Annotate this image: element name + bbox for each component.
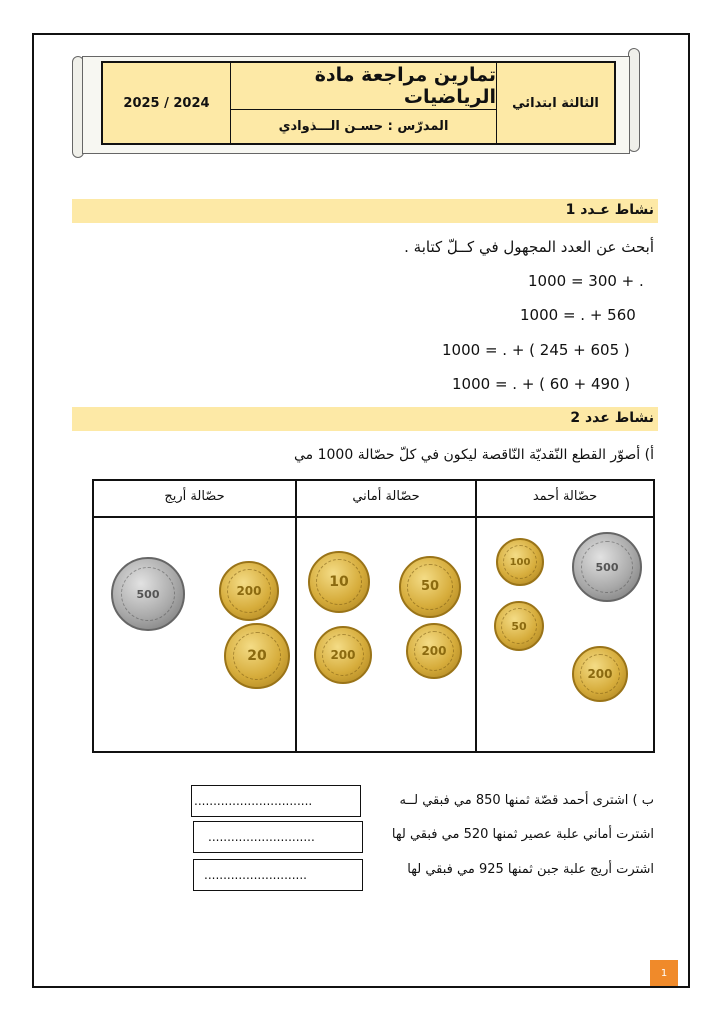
question-3: اشترت أريج علبة جبن ثمنها 925 مي فبقي لها — [407, 862, 654, 877]
coin-value: 200 — [587, 666, 613, 681]
header-table — [101, 61, 616, 145]
coin-200 — [219, 561, 279, 621]
column-divider — [475, 481, 477, 751]
coin-500 — [572, 532, 642, 602]
coin-200 — [314, 626, 372, 684]
answer-box-1[interactable] — [191, 785, 361, 817]
equation-3: 1000 = . + ( 245 + 605 ) — [442, 341, 630, 359]
coin-value: 200 — [330, 647, 356, 662]
column-amani: حصّالة أماني — [352, 489, 420, 504]
coin-10 — [308, 551, 370, 613]
coin-50 — [399, 556, 461, 618]
page-number: 1 — [650, 960, 678, 986]
column-ahmed: حصّالة أحمد — [532, 489, 598, 504]
coin-value: 50 — [511, 619, 527, 633]
coin-value: 200 — [421, 643, 447, 658]
coin-200 — [406, 623, 462, 679]
question-1: ب ) اشترى أحمد قصّة ثمنها 850 مي فبقي لــه — [399, 793, 654, 808]
coin-500 — [111, 557, 185, 631]
coin-100 — [496, 538, 544, 586]
coin-value: 100 — [509, 556, 531, 568]
piggy-bank-table — [92, 479, 655, 753]
school-year: 2025 / 2024 — [123, 95, 210, 111]
column-areej: حصّالة أريج — [164, 489, 225, 504]
coin-200 — [572, 646, 628, 702]
activity1-band — [72, 199, 658, 223]
answer-box-2[interactable] — [193, 821, 363, 853]
answer-dots: ............................ — [208, 830, 315, 844]
teacher-name: المدرّس : حسـن الـــذوادي — [278, 119, 449, 134]
activity2-band — [72, 407, 658, 431]
coin-value: 500 — [136, 587, 160, 601]
activity2-instruction: أ) أصوّر القطع النّقديّة النّاقصة ليكون في كلّ حصّالة 1000 مي — [293, 447, 654, 463]
equation-1: 1000 = 300 + . — [528, 272, 644, 290]
activity1-instruction: أبحث عن العدد المجهول في كــلّ كتابة . — [404, 238, 654, 256]
equation-4: 1000 = . + ( 60 + 490 ) — [452, 375, 631, 393]
coin-20 — [224, 623, 290, 689]
question-2: اشترت أماني علبة عصير ثمنها 520 مي فبقي لها — [391, 827, 654, 842]
coin-value: 500 — [595, 560, 619, 574]
coin-value: 50 — [420, 579, 440, 595]
header-middle — [230, 63, 496, 143]
grade-level: الثالثة ابتدائي — [496, 63, 614, 143]
coin-50 — [494, 601, 544, 651]
answer-dots: ............................... — [194, 794, 313, 808]
activity2-title: نشاط عدد 2 — [570, 410, 654, 426]
equation-2: 1000 = . + 560 — [520, 306, 636, 324]
column-divider — [295, 481, 297, 751]
worksheet-title: تمارين مراجعة مادة الرياضيات — [231, 63, 496, 110]
coin-value: 200 — [236, 583, 262, 598]
answer-box-3[interactable] — [193, 859, 363, 891]
coin-value: 20 — [247, 647, 267, 664]
activity1-title: نشاط عـدد 1 — [565, 202, 654, 218]
coin-value: 10 — [329, 573, 349, 590]
answer-dots: ........................... — [204, 868, 307, 882]
